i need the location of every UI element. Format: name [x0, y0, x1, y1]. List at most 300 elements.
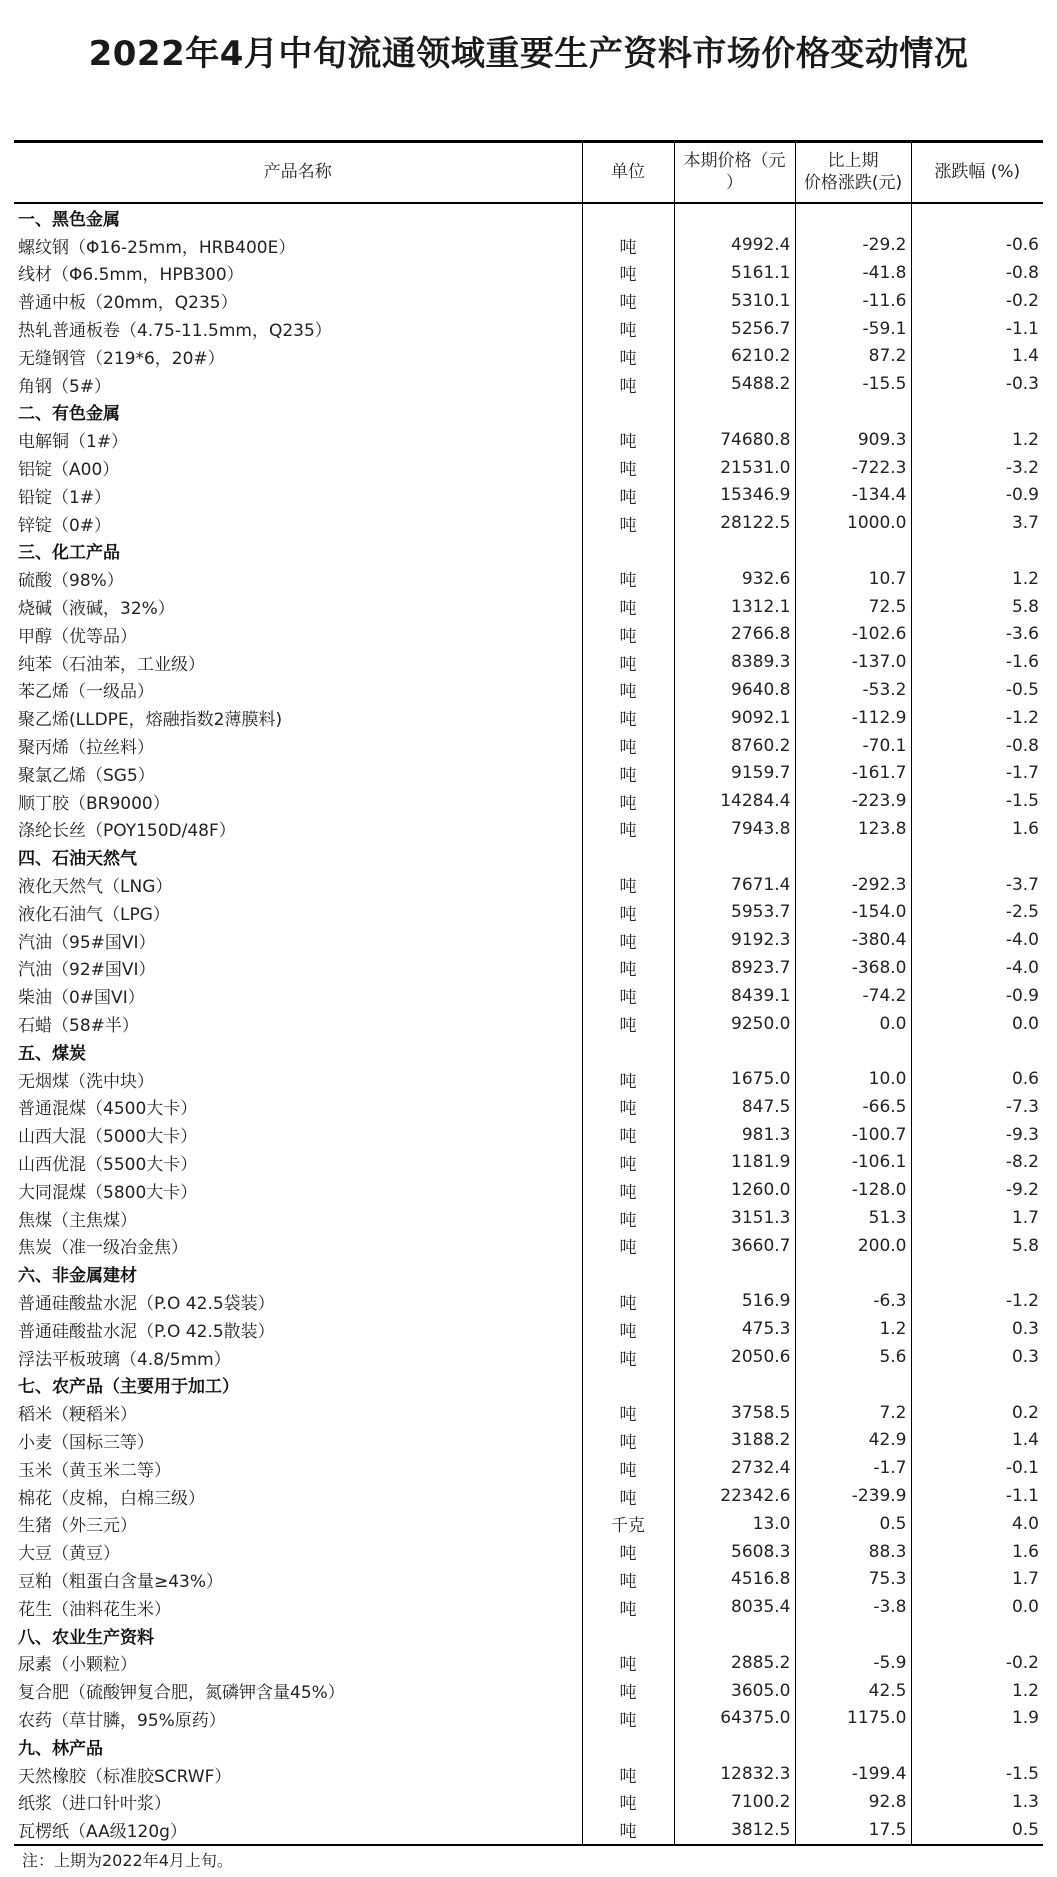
category-row [14, 203, 1043, 232]
change-cell: -70.1 [795, 732, 911, 760]
product-name: 汽油（92#国VI） [18, 960, 156, 981]
empty-cell [911, 1732, 1043, 1760]
table-row [14, 1232, 1043, 1260]
unit-cell: 吨 [582, 1399, 674, 1427]
empty-cell [582, 1732, 674, 1760]
product-name: 普通硅酸盐水泥（P.O 42.5散装） [18, 1321, 275, 1342]
pct-cell: -7.3 [911, 1093, 1043, 1121]
pct-cell: 5.8 [911, 593, 1043, 621]
empty-cell [795, 843, 911, 871]
table-row [14, 259, 1043, 287]
product-name: 角钢（5#） [18, 376, 112, 397]
change-cell: -128.0 [795, 1176, 911, 1204]
change-cell: -1.7 [795, 1454, 911, 1482]
empty-cell [911, 843, 1043, 871]
change-cell: -292.3 [795, 871, 911, 899]
pct-cell: 1.9 [911, 1705, 1043, 1733]
empty-cell [911, 1260, 1043, 1288]
pct-cell: -0.9 [911, 982, 1043, 1010]
change-cell: 42.9 [795, 1427, 911, 1455]
unit-cell: 吨 [582, 982, 674, 1010]
price-cell: 8439.1 [674, 982, 795, 1010]
unit-cell: 吨 [582, 1593, 674, 1621]
pct-cell: -9.3 [911, 1121, 1043, 1149]
pct-cell: -1.1 [911, 315, 1043, 343]
product-name: 瓦楞纸（AA级120g） [18, 1822, 187, 1843]
product-name: 液化石油气（LPG） [18, 904, 170, 925]
unit-cell: 吨 [582, 1760, 674, 1788]
table-row [14, 1454, 1043, 1482]
unit-cell: 吨 [582, 759, 674, 787]
pct-cell: -8.2 [911, 1149, 1043, 1177]
pct-cell: 1.7 [911, 1204, 1043, 1232]
price-cell: 9092.1 [674, 704, 795, 732]
price-cell: 6210.2 [674, 342, 795, 370]
price-cell: 7671.4 [674, 871, 795, 899]
product-name: 焦炭（准一级冶金焦） [18, 1238, 188, 1259]
table-row [14, 1538, 1043, 1566]
empty-cell [795, 1732, 911, 1760]
unit-cell: 吨 [582, 732, 674, 760]
change-cell: -134.4 [795, 481, 911, 509]
product-name: 无缝钢管（219*6，20#） [18, 348, 225, 369]
pct-cell: -1.5 [911, 1760, 1043, 1788]
empty-cell [911, 1621, 1043, 1649]
pct-cell: 3.7 [911, 509, 1043, 537]
table-row [14, 1288, 1043, 1316]
change-cell: -154.0 [795, 898, 911, 926]
product-name: 螺纹钢（Φ16-25mm，HRB400E） [18, 237, 296, 258]
pct-cell: 0.0 [911, 1010, 1043, 1038]
table-body [14, 203, 1043, 1845]
pct-cell: 1.2 [911, 426, 1043, 454]
change-cell: 123.8 [795, 815, 911, 843]
category-row [14, 1260, 1043, 1288]
pct-cell: -3.7 [911, 871, 1043, 899]
category-label: 五、煤炭 [18, 1043, 86, 1064]
pct-cell: -0.6 [911, 231, 1043, 259]
product-name: 聚乙烯(LLDPE，熔融指数2薄膜料) [18, 710, 283, 731]
pct-cell: -1.7 [911, 759, 1043, 787]
unit-cell: 吨 [582, 481, 674, 509]
product-name: 豆粕（粗蛋白含量≥43%） [18, 1571, 224, 1592]
table-row [14, 1121, 1043, 1149]
pct-cell: 1.6 [911, 1538, 1043, 1566]
price-cell: 5608.3 [674, 1538, 795, 1566]
unit-cell: 吨 [582, 787, 674, 815]
table-row [14, 315, 1043, 343]
table-row [14, 1343, 1043, 1371]
product-name: 铅锭（1#） [18, 487, 112, 508]
pct-cell: 0.3 [911, 1343, 1043, 1371]
change-cell: 7.2 [795, 1399, 911, 1427]
unit-cell: 吨 [582, 1649, 674, 1677]
unit-cell: 吨 [582, 370, 674, 398]
table-row [14, 1427, 1043, 1455]
pct-cell: 0.3 [911, 1315, 1043, 1343]
pct-cell: -1.6 [911, 648, 1043, 676]
change-cell: -380.4 [795, 926, 911, 954]
pct-cell: 1.4 [911, 342, 1043, 370]
table-row [14, 898, 1043, 926]
price-cell: 932.6 [674, 565, 795, 593]
price-cell: 8389.3 [674, 648, 795, 676]
category-row [14, 537, 1043, 565]
empty-cell [582, 203, 674, 232]
pct-cell: -1.2 [911, 704, 1043, 732]
price-cell: 15346.9 [674, 481, 795, 509]
product-name: 稻米（粳稻米） [18, 1405, 137, 1426]
table-row [14, 593, 1043, 621]
category-label: 六、非金属建材 [18, 1266, 137, 1287]
unit-cell: 吨 [582, 593, 674, 621]
change-cell: -102.6 [795, 620, 911, 648]
header-pct: 涨跌幅 (%) [911, 142, 1043, 203]
unit-cell: 吨 [582, 1121, 674, 1149]
unit-cell: 吨 [582, 815, 674, 843]
product-name: 花生（油料花生米） [18, 1599, 171, 1620]
empty-cell [674, 1621, 795, 1649]
empty-cell [582, 398, 674, 426]
unit-cell: 吨 [582, 1010, 674, 1038]
pct-cell: -0.2 [911, 287, 1043, 315]
price-cell: 1675.0 [674, 1065, 795, 1093]
pct-cell: 1.3 [911, 1788, 1043, 1816]
unit-cell: 吨 [582, 1176, 674, 1204]
empty-cell [795, 1037, 911, 1065]
change-cell: 1.2 [795, 1315, 911, 1343]
table-row [14, 676, 1043, 704]
change-cell: -100.7 [795, 1121, 911, 1149]
pct-cell: -9.2 [911, 1176, 1043, 1204]
pct-cell: -0.5 [911, 676, 1043, 704]
table-row [14, 871, 1043, 899]
empty-cell [795, 203, 911, 232]
pct-cell: -4.0 [911, 926, 1043, 954]
table-row [14, 1010, 1043, 1038]
table-row [14, 370, 1043, 398]
pct-cell: 5.8 [911, 1232, 1043, 1260]
change-cell: 1000.0 [795, 509, 911, 537]
price-cell: 5953.7 [674, 898, 795, 926]
product-name: 石蜡（58#半） [18, 1016, 139, 1036]
empty-cell [795, 398, 911, 426]
change-cell: 909.3 [795, 426, 911, 454]
table-row [14, 759, 1043, 787]
change-cell: -66.5 [795, 1093, 911, 1121]
price-cell: 4992.4 [674, 231, 795, 259]
price-cell: 22342.6 [674, 1482, 795, 1510]
change-cell: -11.6 [795, 287, 911, 315]
price-cell: 2885.2 [674, 1649, 795, 1677]
table-header-row [14, 142, 1043, 203]
unit-cell: 吨 [582, 898, 674, 926]
empty-cell [795, 1621, 911, 1649]
price-cell: 475.3 [674, 1315, 795, 1343]
price-cell: 2766.8 [674, 620, 795, 648]
unit-cell: 吨 [582, 1093, 674, 1121]
category-label: 七、农产品（主要用于加工） [18, 1377, 239, 1398]
page-title: 2022年4月中旬流通领域重要生产资料市场价格变动情况 [88, 34, 969, 74]
product-name: 涤纶长丝（POY150D/48F） [18, 821, 236, 842]
unit-cell: 吨 [582, 1816, 674, 1845]
table-row [14, 1566, 1043, 1594]
product-name: 生猪（外三元） [18, 1516, 137, 1537]
category-row [14, 398, 1043, 426]
product-name: 普通中板（20mm，Q235） [18, 293, 238, 314]
change-cell: 42.5 [795, 1677, 911, 1705]
empty-cell [911, 537, 1043, 565]
empty-cell [582, 1037, 674, 1065]
price-cell: 516.9 [674, 1288, 795, 1316]
pct-cell: 1.6 [911, 815, 1043, 843]
change-cell: -59.1 [795, 315, 911, 343]
unit-cell: 吨 [582, 648, 674, 676]
category-label: 八、农业生产资料 [18, 1627, 154, 1648]
pct-cell: 1.4 [911, 1427, 1043, 1455]
product-name: 锌锭（0#） [18, 515, 112, 536]
price-cell: 2732.4 [674, 1454, 795, 1482]
change-cell: -29.2 [795, 231, 911, 259]
product-name: 焦煤（主焦煤） [18, 1210, 137, 1231]
change-cell: -53.2 [795, 676, 911, 704]
table-row [14, 1482, 1043, 1510]
price-cell: 5161.1 [674, 259, 795, 287]
table-row [14, 231, 1043, 259]
pct-cell: -1.1 [911, 1482, 1043, 1510]
category-row [14, 1621, 1043, 1649]
unit-cell: 吨 [582, 1788, 674, 1816]
product-name: 烧碱（液碱，32%） [18, 599, 175, 620]
price-cell: 2050.6 [674, 1343, 795, 1371]
change-cell: 0.5 [795, 1510, 911, 1538]
table-row [14, 954, 1043, 982]
unit-cell: 吨 [582, 259, 674, 287]
change-cell: -3.8 [795, 1593, 911, 1621]
unit-cell: 吨 [582, 1232, 674, 1260]
pct-cell: -0.8 [911, 259, 1043, 287]
price-cell: 28122.5 [674, 509, 795, 537]
price-cell: 8760.2 [674, 732, 795, 760]
table-row [14, 732, 1043, 760]
change-cell: -5.9 [795, 1649, 911, 1677]
price-cell: 8923.7 [674, 954, 795, 982]
table-row [14, 342, 1043, 370]
change-cell: -199.4 [795, 1760, 911, 1788]
change-cell: -74.2 [795, 982, 911, 1010]
table-row [14, 1176, 1043, 1204]
change-cell: 88.3 [795, 1538, 911, 1566]
price-cell: 14284.4 [674, 787, 795, 815]
price-cell: 9640.8 [674, 676, 795, 704]
change-cell: 87.2 [795, 342, 911, 370]
table-row [14, 815, 1043, 843]
empty-cell [911, 203, 1043, 232]
header-unit: 单位 [582, 142, 674, 203]
change-cell: 10.7 [795, 565, 911, 593]
price-cell: 64375.0 [674, 1705, 795, 1733]
change-cell: -161.7 [795, 759, 911, 787]
table-row [14, 648, 1043, 676]
price-cell: 3758.5 [674, 1399, 795, 1427]
unit-cell: 吨 [582, 1538, 674, 1566]
empty-cell [795, 1371, 911, 1399]
category-row [14, 1037, 1043, 1065]
unit-cell: 吨 [582, 426, 674, 454]
product-name: 天然橡胶（标准胶SCRWF） [18, 1766, 232, 1787]
header-price-line1: 本期价格（元 [683, 151, 786, 172]
product-name: 顺丁胶（BR9000） [18, 793, 170, 814]
product-name: 线材（Φ6.5mm，HPB300） [18, 265, 244, 286]
change-cell: -41.8 [795, 259, 911, 287]
unit-cell: 吨 [582, 1315, 674, 1343]
product-name: 苯乙烯（一级品） [18, 682, 154, 703]
table-row [14, 1149, 1043, 1177]
unit-cell: 吨 [582, 1705, 674, 1733]
empty-cell [674, 1260, 795, 1288]
product-name: 纸浆（进口针叶浆） [18, 1794, 171, 1815]
pct-cell: 1.7 [911, 1566, 1043, 1594]
table-row [14, 1788, 1043, 1816]
empty-cell [582, 843, 674, 871]
unit-cell: 千克 [582, 1510, 674, 1538]
category-label: 一、黑色金属 [18, 209, 120, 230]
change-cell: 17.5 [795, 1816, 911, 1845]
pct-cell: 1.2 [911, 565, 1043, 593]
empty-cell [795, 1260, 911, 1288]
product-name: 汽油（95#国VI） [18, 932, 156, 953]
product-name: 尿素（小颗粒） [18, 1655, 137, 1676]
table-row [14, 1093, 1043, 1121]
change-cell: 5.6 [795, 1343, 911, 1371]
price-cell: 3188.2 [674, 1427, 795, 1455]
price-cell: 74680.8 [674, 426, 795, 454]
footnote: 注：上期为2022年4月上旬。 [22, 1851, 233, 1870]
change-cell: -137.0 [795, 648, 911, 676]
empty-cell [674, 398, 795, 426]
category-label: 二、有色金属 [18, 404, 120, 425]
table-row [14, 1399, 1043, 1427]
product-name: 普通硅酸盐水泥（P.O 42.5袋装） [18, 1293, 275, 1314]
product-name: 甲醇（优等品） [18, 626, 137, 647]
empty-cell [674, 537, 795, 565]
table-row [14, 1649, 1043, 1677]
product-name: 大同混煤（5800大卡） [18, 1182, 198, 1203]
change-cell: -6.3 [795, 1288, 911, 1316]
table-row [14, 926, 1043, 954]
change-cell: -106.1 [795, 1149, 911, 1177]
change-cell: 200.0 [795, 1232, 911, 1260]
price-cell: 9192.3 [674, 926, 795, 954]
header-change [795, 142, 911, 203]
change-cell: 1175.0 [795, 1705, 911, 1733]
price-cell: 1181.9 [674, 1149, 795, 1177]
change-cell: -722.3 [795, 454, 911, 482]
price-cell: 981.3 [674, 1121, 795, 1149]
table-row [14, 1510, 1043, 1538]
unit-cell: 吨 [582, 1677, 674, 1705]
category-label: 四、石油天然气 [18, 849, 137, 870]
empty-cell [911, 398, 1043, 426]
header-price [674, 142, 795, 203]
unit-cell: 吨 [582, 1343, 674, 1371]
category-row [14, 1371, 1043, 1399]
price-cell: 5488.2 [674, 370, 795, 398]
change-cell: 51.3 [795, 1204, 911, 1232]
pct-cell: -1.5 [911, 787, 1043, 815]
pct-cell: -0.8 [911, 732, 1043, 760]
table-row [14, 509, 1043, 537]
unit-cell: 吨 [582, 926, 674, 954]
product-name: 液化天然气（LNG） [18, 877, 173, 898]
price-cell: 8035.4 [674, 1593, 795, 1621]
table-row [14, 620, 1043, 648]
header-price-line2: ） [726, 173, 743, 194]
pct-cell: -4.0 [911, 954, 1043, 982]
product-name: 玉米（黄玉米二等） [18, 1460, 171, 1481]
unit-cell: 吨 [582, 1288, 674, 1316]
category-label: 九、林产品 [18, 1738, 103, 1759]
unit-cell: 吨 [582, 342, 674, 370]
table-row [14, 982, 1043, 1010]
header-change-line2: 价格涨跌(元) [803, 173, 903, 194]
change-cell: 0.0 [795, 1010, 911, 1038]
product-name: 普通混煤（4500大卡） [18, 1099, 198, 1120]
product-name: 浮法平板玻璃（4.8/5mm） [18, 1349, 231, 1370]
price-cell: 1260.0 [674, 1176, 795, 1204]
table-row [14, 1593, 1043, 1621]
header-change-line1: 比上期 [827, 151, 879, 172]
product-name: 电解铜（1#） [18, 432, 129, 453]
change-cell: 92.8 [795, 1788, 911, 1816]
unit-cell: 吨 [582, 565, 674, 593]
empty-cell [582, 1621, 674, 1649]
unit-cell: 吨 [582, 1454, 674, 1482]
pct-cell: -3.6 [911, 620, 1043, 648]
table-row [14, 454, 1043, 482]
table-row [14, 287, 1043, 315]
table-row [14, 704, 1043, 732]
price-cell: 1312.1 [674, 593, 795, 621]
change-cell: -223.9 [795, 787, 911, 815]
unit-cell: 吨 [582, 1204, 674, 1232]
product-name: 复合肥（硫酸钾复合肥，氮磷钾含量45%） [18, 1683, 345, 1704]
unit-cell: 吨 [582, 871, 674, 899]
price-cell: 21531.0 [674, 454, 795, 482]
empty-cell [582, 537, 674, 565]
empty-cell [911, 1371, 1043, 1399]
empty-cell [582, 1260, 674, 1288]
product-name: 棉花（皮棉，白棉三级） [18, 1488, 205, 1509]
pct-cell: -1.2 [911, 1288, 1043, 1316]
product-name: 农药（草甘膦，95%原药） [18, 1710, 226, 1731]
product-name: 聚氯乙烯（SG5） [18, 765, 155, 786]
table-row [14, 1065, 1043, 1093]
price-table [14, 140, 1043, 1846]
unit-cell: 吨 [582, 454, 674, 482]
product-name: 小麦（国标三等） [18, 1432, 154, 1453]
pct-cell: -0.2 [911, 1649, 1043, 1677]
empty-cell [582, 1371, 674, 1399]
price-cell: 9250.0 [674, 1010, 795, 1038]
unit-cell: 吨 [582, 1427, 674, 1455]
table-row [14, 426, 1043, 454]
pct-cell: 0.0 [911, 1593, 1043, 1621]
pct-cell: -3.2 [911, 454, 1043, 482]
unit-cell: 吨 [582, 1566, 674, 1594]
empty-cell [674, 1732, 795, 1760]
price-cell: 3605.0 [674, 1677, 795, 1705]
